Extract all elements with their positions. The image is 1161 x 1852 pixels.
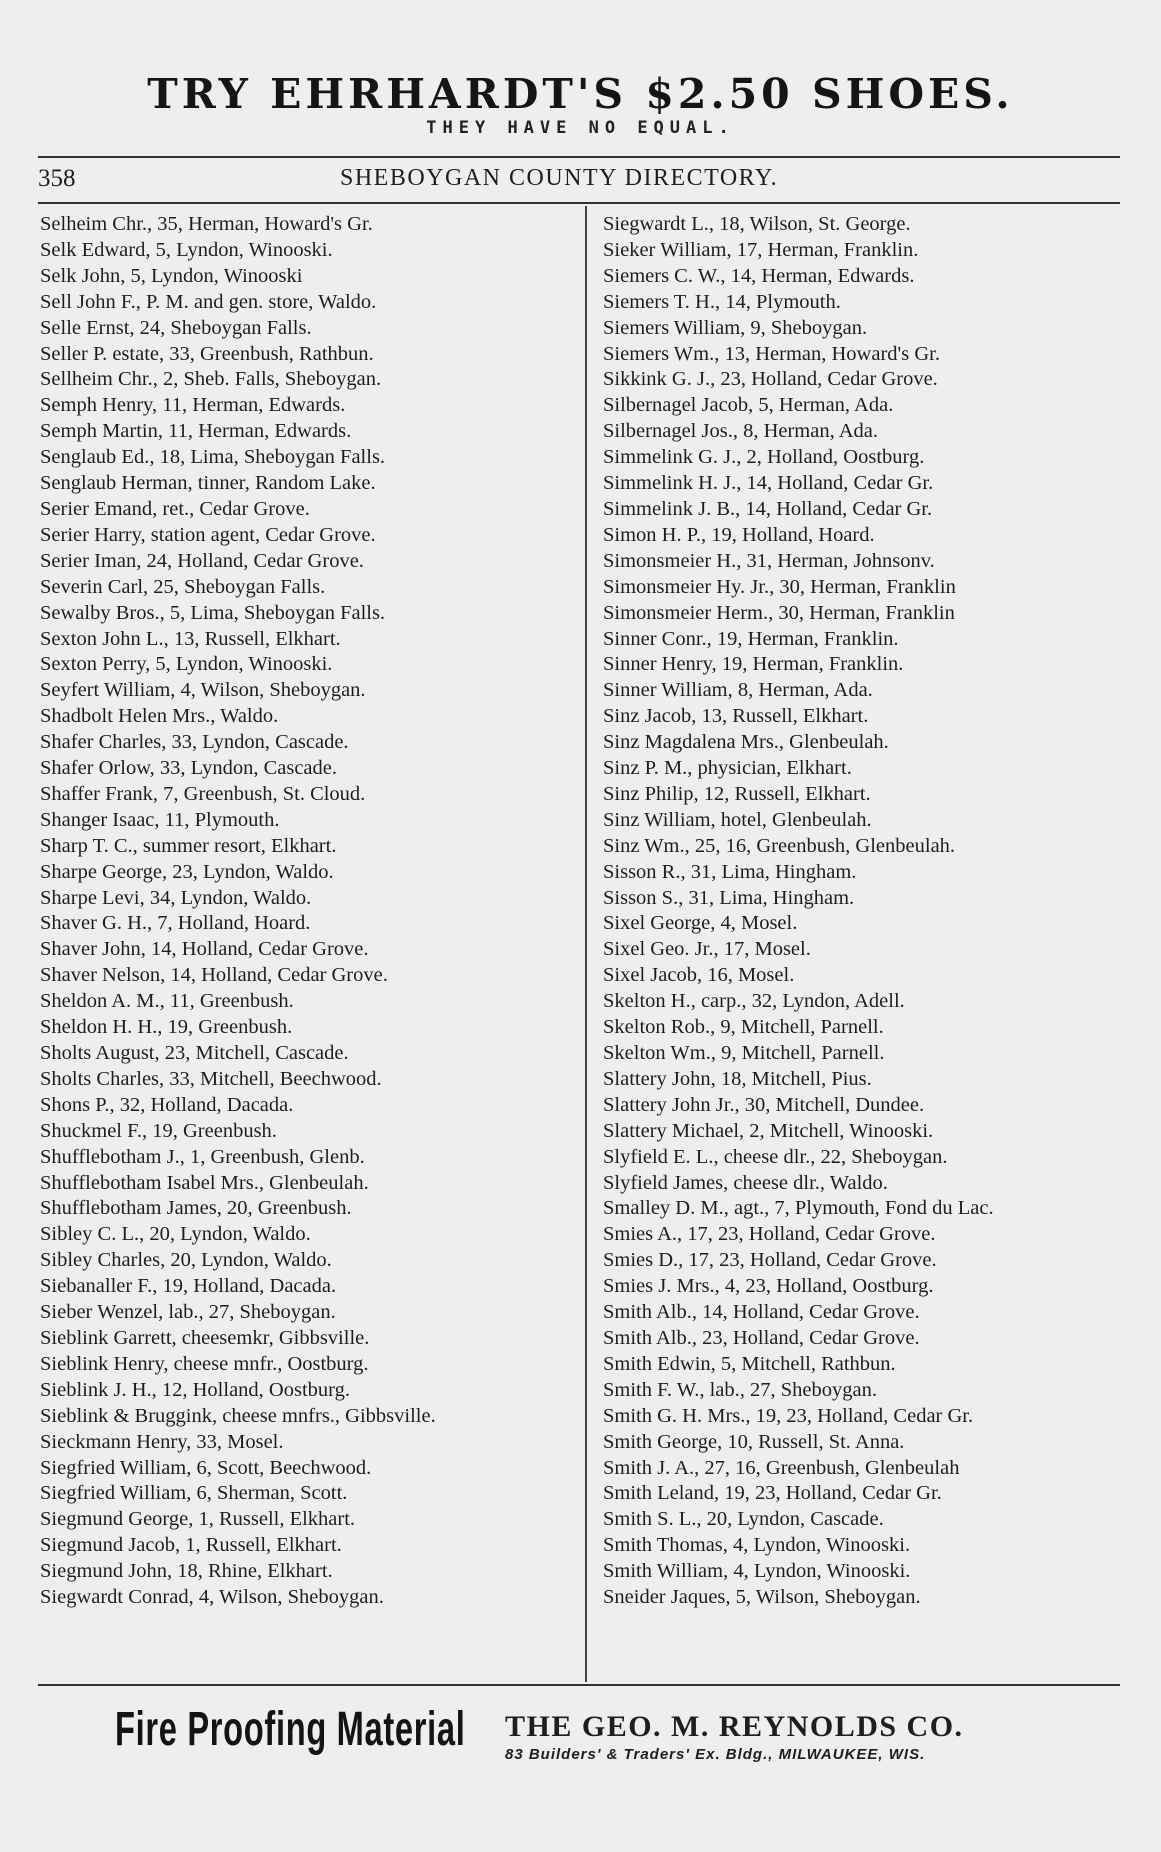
directory-entry: Siemers T. H., 14, Plymouth. xyxy=(603,290,841,313)
directory-entry: Silbernagel Jacob, 5, Herman, Ada. xyxy=(603,394,894,417)
directory-entry: Selk Edward, 5, Lyndon, Winooski. xyxy=(40,238,333,261)
column-divider xyxy=(585,206,587,1682)
directory-entry: Sikkink G. J., 23, Holland, Cedar Grove. xyxy=(603,368,938,391)
directory-entry: Siegmund Jacob, 1, Russell, Elkhart. xyxy=(40,1534,342,1557)
directory-entry: Sieblink Garrett, cheesemkr, Gibbsville. xyxy=(40,1326,370,1349)
footer-ad-product: Fire Proofing Material xyxy=(115,1703,466,1756)
directory-entry: Sholts Charles, 33, Mitchell, Beechwood. xyxy=(40,1067,382,1090)
directory-entry: Shafer Orlow, 33, Lyndon, Cascade. xyxy=(40,757,337,780)
directory-entry: Smies A., 17, 23, Holland, Cedar Grove. xyxy=(603,1223,936,1246)
directory-entry: Simmelink J. B., 14, Holland, Cedar Gr. xyxy=(603,497,933,520)
running-title: SHEBOYGAN COUNTY DIRECTORY. xyxy=(340,165,779,191)
directory-entry: Sneider Jaques, 5, Wilson, Sheboygan. xyxy=(603,1586,921,1609)
directory-entry: Siegmund John, 18, Rhine, Elkhart. xyxy=(40,1560,333,1583)
directory-entry: Smalley D. M., agt., 7, Plymouth, Fond du Lac. xyxy=(603,1197,994,1220)
directory-entry: Seyfert William, 4, Wilson, Sheboygan. xyxy=(40,679,366,702)
directory-entry: Serier Iman, 24, Holland, Cedar Grove. xyxy=(40,549,364,572)
directory-entry: Smith Leland, 19, 23, Holland, Cedar Gr. xyxy=(603,1482,942,1505)
directory-entry: Semph Henry, 11, Herman, Edwards. xyxy=(40,394,346,417)
directory-entry: Shaffer Frank, 7, Greenbush, St. Cloud. xyxy=(40,782,366,805)
directory-entry: Sinner Conr., 19, Herman, Franklin. xyxy=(603,627,899,650)
directory-entry: Senglaub Herman, tinner, Random Lake. xyxy=(40,472,376,495)
directory-entry: Sinz Magdalena Mrs., Glenbeulah. xyxy=(603,731,889,754)
directory-entry: Sheldon H. H., 19, Greenbush. xyxy=(40,1016,293,1039)
directory-entry: Siegfried William, 6, Scott, Beechwood. xyxy=(40,1456,372,1479)
directory-entry: Selle Ernst, 24, Sheboygan Falls. xyxy=(40,316,312,339)
directory-entry: Sexton Perry, 5, Lyndon, Winooski. xyxy=(40,653,333,676)
directory-entry: Sieber Wenzel, lab., 27, Sheboygan. xyxy=(40,1301,336,1324)
directory-entry: Sharpe George, 23, Lyndon, Waldo. xyxy=(40,860,334,883)
directory-entry: Sisson S., 31, Lima, Hingham. xyxy=(603,886,855,909)
directory-entry: Semph Martin, 11, Herman, Edwards. xyxy=(40,420,352,443)
directory-entry: Severin Carl, 25, Sheboygan Falls. xyxy=(40,575,326,598)
directory-entry: Sibley C. L., 20, Lyndon, Waldo. xyxy=(40,1223,311,1246)
directory-entry: Sinz P. M., physician, Elkhart. xyxy=(603,757,852,780)
header-rule xyxy=(38,202,1120,204)
directory-entry: Siegwardt Conrad, 4, Wilson, Sheboygan. xyxy=(40,1586,384,1609)
directory-entry: Skelton Wm., 9, Mitchell, Parnell. xyxy=(603,1042,885,1064)
directory-entry: Selk John, 5, Lyndon, Winooski xyxy=(40,264,303,287)
directory-entry: Simonsmeier Hy. Jr., 30, Herman, Franklin xyxy=(603,575,956,598)
directory-entry: Sinz Jacob, 13, Russell, Elkhart. xyxy=(603,705,869,728)
directory-entry: Sinz William, hotel, Glenbeulah. xyxy=(603,808,872,831)
directory-entry: Sieblink Henry, cheese mnfr., Oostburg. xyxy=(40,1352,369,1375)
directory-entry: Selheim Chr., 35, Herman, Howard's Gr. xyxy=(40,213,373,235)
directory-entry: Smies J. Mrs., 4, 23, Holland, Oostburg. xyxy=(603,1275,934,1298)
directory-entry: Smith G. H. Mrs., 19, 23, Holland, Cedar Gr. xyxy=(603,1404,974,1427)
directory-entry: Senglaub Ed., 18, Lima, Sheboygan Falls. xyxy=(40,446,386,469)
directory-entry: Sewalby Bros., 5, Lima, Sheboygan Falls. xyxy=(40,601,386,624)
directory-entry: Simonsmeier H., 31, Herman, Johnsonv. xyxy=(603,549,935,572)
page-number: 358 xyxy=(38,165,76,192)
directory-entry: Slattery Michael, 2, Mitchell, Winooski. xyxy=(603,1119,934,1142)
directory-entry: Siebanaller F., 19, Holland, Dacada. xyxy=(40,1275,337,1298)
directory-entry: Shaver Nelson, 14, Holland, Cedar Grove. xyxy=(40,964,388,987)
directory-entry: Sharp T. C., summer resort, Elkhart. xyxy=(40,834,337,857)
directory-entry: Simmelink H. J., 14, Holland, Cedar Gr. xyxy=(603,472,934,495)
directory-entry: Smith F. W., lab., 27, Sheboygan. xyxy=(603,1378,877,1401)
directory-entry: Sholts August, 23, Mitchell, Cascade. xyxy=(40,1042,349,1064)
directory-entry: Sinz Philip, 12, Russell, Elkhart. xyxy=(603,782,871,805)
directory-entry: Smith J. A., 27, 16, Greenbush, Glenbeulah xyxy=(603,1456,960,1479)
directory-entry: Sieker William, 17, Herman, Franklin. xyxy=(603,238,919,261)
directory-entry: Slattery John Jr., 30, Mitchell, Dundee. xyxy=(603,1093,925,1116)
directory-entry: Sinz Wm., 25, 16, Greenbush, Glenbeulah. xyxy=(603,834,956,857)
directory-entry: Sinner William, 8, Herman, Ada. xyxy=(603,679,873,702)
directory-entry: Slattery John, 18, Mitchell, Pius. xyxy=(603,1067,872,1090)
directory-entry: Shufflebotham Isabel Mrs., Glenbeulah. xyxy=(40,1171,369,1194)
directory-entry: Skelton H., carp., 32, Lyndon, Adell. xyxy=(603,990,905,1013)
directory-entry: Simonsmeier Herm., 30, Herman, Franklin xyxy=(603,601,955,624)
top-rule xyxy=(38,156,1120,158)
directory-entry: Siegwardt L., 18, Wilson, St. George. xyxy=(603,213,911,235)
directory-entry: Sixel George, 4, Mosel. xyxy=(603,912,798,935)
directory-entry: Shanger Isaac, 11, Plymouth. xyxy=(40,808,280,831)
directory-entry: Smith Thomas, 4, Lyndon, Winooski. xyxy=(603,1534,911,1557)
directory-entry: Smith S. L., 20, Lyndon, Cascade. xyxy=(603,1508,884,1531)
directory-entry: Siegfried William, 6, Sherman, Scott. xyxy=(40,1482,348,1505)
footer-ad-company: THE GEO. M. REYNOLDS CO. xyxy=(505,1710,964,1743)
directory-entry: Smith William, 4, Lyndon, Winooski. xyxy=(603,1560,911,1583)
directory-entry: Sixel Jacob, 16, Mosel. xyxy=(603,964,795,987)
directory-entry: Sisson R., 31, Lima, Hingham. xyxy=(603,860,857,883)
footer-ad-address: 83 Builders' & Traders' Ex. Bldg., MILWAUKEE, WIS. xyxy=(505,1746,926,1763)
directory-entry: Smith George, 10, Russell, St. Anna. xyxy=(603,1430,905,1453)
directory-entry: Sell John F., P. M. and gen. store, Waldo. xyxy=(40,290,377,313)
directory-entry: Sibley Charles, 20, Lyndon, Waldo. xyxy=(40,1249,332,1272)
directory-entry: Shons P., 32, Holland, Dacada. xyxy=(40,1093,294,1116)
directory-entry: Shadbolt Helen Mrs., Waldo. xyxy=(40,705,279,728)
right-column xyxy=(603,212,1123,1611)
directory-entry: Sellheim Chr., 2, Sheb. Falls, Sheboygan. xyxy=(40,368,382,391)
directory-entry: Siemers C. W., 14, Herman, Edwards. xyxy=(603,264,915,287)
footer-rule xyxy=(38,1684,1120,1686)
directory-entry: Shaver G. H., 7, Holland, Hoard. xyxy=(40,912,311,935)
directory-entry: Simmelink G. J., 2, Holland, Oostburg. xyxy=(603,446,925,469)
directory-entry: Shuckmel F., 19, Greenbush. xyxy=(40,1119,277,1142)
directory-entry: Siegmund George, 1, Russell, Elkhart. xyxy=(40,1508,356,1531)
directory-entry: Slyfield James, cheese dlr., Waldo. xyxy=(603,1171,888,1194)
ad-headline: TRY EHRHARDT'S $2.50 SHOES. xyxy=(147,70,1014,118)
directory-entry: Shaver John, 14, Holland, Cedar Grove. xyxy=(40,938,369,961)
left-column xyxy=(40,212,575,1611)
directory-entry: Sharpe Levi, 34, Lyndon, Waldo. xyxy=(40,886,312,909)
directory-entry: Sheldon A. M., 11, Greenbush. xyxy=(40,990,294,1013)
directory-entry: Siemers Wm., 13, Herman, Howard's Gr. xyxy=(603,342,940,365)
directory-entry: Smith Edwin, 5, Mitchell, Rathbun. xyxy=(603,1352,896,1375)
directory-entry: Silbernagel Jos., 8, Herman, Ada. xyxy=(603,420,878,443)
directory-entry: Sieblink & Bruggink, cheese mnfrs., Gibbsville. xyxy=(40,1404,436,1427)
ad-subline: THEY HAVE NO EQUAL. xyxy=(426,118,735,138)
directory-entry: Shafer Charles, 33, Lyndon, Cascade. xyxy=(40,731,349,754)
directory-entry: Sinner Henry, 19, Herman, Franklin. xyxy=(603,653,904,676)
directory-entry: Slyfield E. L., cheese dlr., 22, Sheboygan. xyxy=(603,1145,948,1168)
directory-entry: Skelton Rob., 9, Mitchell, Parnell. xyxy=(603,1016,884,1039)
directory-entry: Sexton John L., 13, Russell, Elkhart. xyxy=(40,627,341,650)
directory-entry: Smith Alb., 23, Holland, Cedar Grove. xyxy=(603,1326,920,1349)
directory-entry: Sieckmann Henry, 33, Mosel. xyxy=(40,1430,284,1453)
directory-entry: Sixel Geo. Jr., 17, Mosel. xyxy=(603,938,811,961)
directory-entry: Siemers William, 9, Sheboygan. xyxy=(603,316,868,339)
directory-entry: Simon H. P., 19, Holland, Hoard. xyxy=(603,523,875,546)
directory-entry: Sieblink J. H., 12, Holland, Oostburg. xyxy=(40,1378,350,1401)
directory-entry: Serier Emand, ret., Cedar Grove. xyxy=(40,497,310,520)
directory-entry: Smith Alb., 14, Holland, Cedar Grove. xyxy=(603,1301,920,1324)
directory-entry: Shufflebotham James, 20, Greenbush. xyxy=(40,1197,352,1220)
directory-entry: Smies D., 17, 23, Holland, Cedar Grove. xyxy=(603,1249,937,1272)
directory-entry: Seller P. estate, 33, Greenbush, Rathbun. xyxy=(40,342,374,365)
directory-entry: Serier Harry, station agent, Cedar Grove. xyxy=(40,523,376,546)
directory-entry: Shufflebotham J., 1, Greenbush, Glenb. xyxy=(40,1145,365,1168)
